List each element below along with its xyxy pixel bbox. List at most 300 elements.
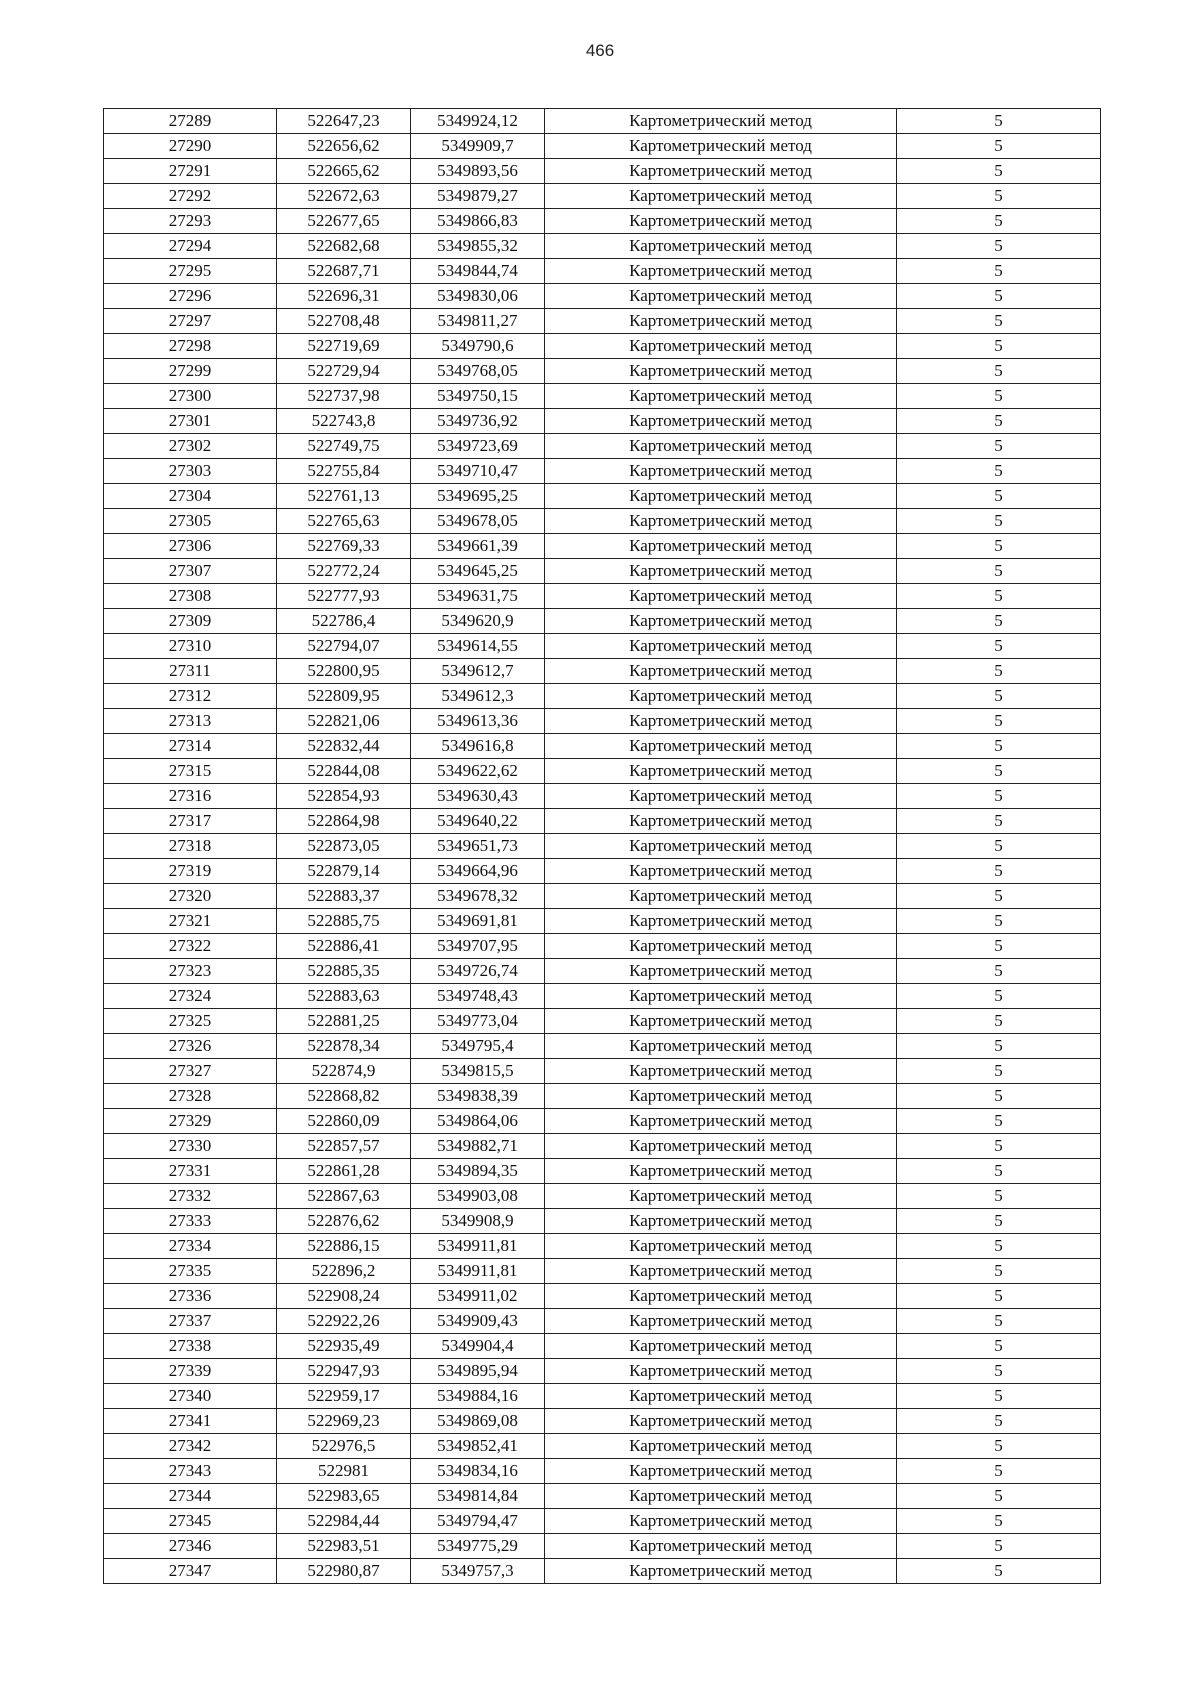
y-coordinate-cell: 5349894,35 <box>411 1159 545 1184</box>
method-cell: Картометрический метод <box>545 1359 897 1384</box>
method-cell: Картометрический метод <box>545 1534 897 1559</box>
x-coordinate-cell: 522885,75 <box>277 909 411 934</box>
point-number-cell: 27294 <box>104 234 277 259</box>
accuracy-cell: 5 <box>897 1284 1101 1309</box>
method-cell: Картометрический метод <box>545 634 897 659</box>
accuracy-cell: 5 <box>897 934 1101 959</box>
y-coordinate-cell: 5349614,55 <box>411 634 545 659</box>
x-coordinate-cell: 522876,62 <box>277 1209 411 1234</box>
method-cell: Картометрический метод <box>545 234 897 259</box>
point-number-cell: 27308 <box>104 584 277 609</box>
table-row <box>104 359 1101 384</box>
x-coordinate-cell: 522761,13 <box>277 484 411 509</box>
point-number-cell: 27345 <box>104 1509 277 1534</box>
x-coordinate-cell: 522672,63 <box>277 184 411 209</box>
table-row <box>104 159 1101 184</box>
point-number-cell: 27315 <box>104 759 277 784</box>
x-coordinate-cell: 522786,4 <box>277 609 411 634</box>
x-coordinate-cell: 522844,08 <box>277 759 411 784</box>
accuracy-cell: 5 <box>897 609 1101 634</box>
accuracy-cell: 5 <box>897 134 1101 159</box>
x-coordinate-cell: 522980,87 <box>277 1559 411 1584</box>
table-row <box>104 584 1101 609</box>
point-number-cell: 27299 <box>104 359 277 384</box>
y-coordinate-cell: 5349723,69 <box>411 434 545 459</box>
x-coordinate-cell: 522879,14 <box>277 859 411 884</box>
accuracy-cell: 5 <box>897 1134 1101 1159</box>
point-number-cell: 27314 <box>104 734 277 759</box>
table-row <box>104 1509 1101 1534</box>
point-number-cell: 27293 <box>104 209 277 234</box>
method-cell: Картометрический метод <box>545 859 897 884</box>
method-cell: Картометрический метод <box>545 734 897 759</box>
accuracy-cell: 5 <box>897 1434 1101 1459</box>
y-coordinate-cell: 5349866,83 <box>411 209 545 234</box>
method-cell: Картометрический метод <box>545 1384 897 1409</box>
accuracy-cell: 5 <box>897 359 1101 384</box>
point-number-cell: 27310 <box>104 634 277 659</box>
table-row <box>104 759 1101 784</box>
y-coordinate-cell: 5349815,5 <box>411 1059 545 1084</box>
point-number-cell: 27336 <box>104 1284 277 1309</box>
method-cell: Картометрический метод <box>545 484 897 509</box>
table-row <box>104 834 1101 859</box>
y-coordinate-cell: 5349911,81 <box>411 1259 545 1284</box>
point-number-cell: 27309 <box>104 609 277 634</box>
point-number-cell: 27321 <box>104 909 277 934</box>
method-cell: Картометрический метод <box>545 409 897 434</box>
method-cell: Картометрический метод <box>545 434 897 459</box>
method-cell: Картометрический метод <box>545 1184 897 1209</box>
x-coordinate-cell: 522687,71 <box>277 259 411 284</box>
table-row <box>104 959 1101 984</box>
table-row <box>104 1334 1101 1359</box>
y-coordinate-cell: 5349844,74 <box>411 259 545 284</box>
accuracy-cell: 5 <box>897 1184 1101 1209</box>
y-coordinate-cell: 5349645,25 <box>411 559 545 584</box>
method-cell: Картометрический метод <box>545 1459 897 1484</box>
method-cell: Картометрический метод <box>545 1509 897 1534</box>
method-cell: Картометрический метод <box>545 309 897 334</box>
y-coordinate-cell: 5349795,4 <box>411 1034 545 1059</box>
y-coordinate-cell: 5349768,05 <box>411 359 545 384</box>
table-row <box>104 1209 1101 1234</box>
accuracy-cell: 5 <box>897 1034 1101 1059</box>
x-coordinate-cell: 522886,41 <box>277 934 411 959</box>
accuracy-cell: 5 <box>897 309 1101 334</box>
coordinates-table <box>103 108 1101 1584</box>
y-coordinate-cell: 5349612,7 <box>411 659 545 684</box>
table-row <box>104 1434 1101 1459</box>
accuracy-cell: 5 <box>897 1509 1101 1534</box>
accuracy-cell: 5 <box>897 884 1101 909</box>
table-row <box>104 1259 1101 1284</box>
method-cell: Картометрический метод <box>545 1084 897 1109</box>
accuracy-cell: 5 <box>897 484 1101 509</box>
coordinates-table-body <box>104 109 1101 1584</box>
accuracy-cell: 5 <box>897 434 1101 459</box>
point-number-cell: 27311 <box>104 659 277 684</box>
point-number-cell: 27347 <box>104 1559 277 1584</box>
accuracy-cell: 5 <box>897 109 1101 134</box>
table-row <box>104 1384 1101 1409</box>
y-coordinate-cell: 5349911,81 <box>411 1234 545 1259</box>
y-coordinate-cell: 5349879,27 <box>411 184 545 209</box>
x-coordinate-cell: 522885,35 <box>277 959 411 984</box>
table-row <box>104 1009 1101 1034</box>
y-coordinate-cell: 5349893,56 <box>411 159 545 184</box>
accuracy-cell: 5 <box>897 1334 1101 1359</box>
x-coordinate-cell: 522981 <box>277 1459 411 1484</box>
method-cell: Картометрический метод <box>545 934 897 959</box>
accuracy-cell: 5 <box>897 1059 1101 1084</box>
y-coordinate-cell: 5349707,95 <box>411 934 545 959</box>
table-row <box>104 1084 1101 1109</box>
table-row <box>104 684 1101 709</box>
x-coordinate-cell: 522765,63 <box>277 509 411 534</box>
point-number-cell: 27343 <box>104 1459 277 1484</box>
table-row <box>104 534 1101 559</box>
method-cell: Картометрический метод <box>545 1059 897 1084</box>
accuracy-cell: 5 <box>897 1084 1101 1109</box>
y-coordinate-cell: 5349904,4 <box>411 1334 545 1359</box>
method-cell: Картометрический метод <box>545 1484 897 1509</box>
x-coordinate-cell: 522886,15 <box>277 1234 411 1259</box>
point-number-cell: 27337 <box>104 1309 277 1334</box>
accuracy-cell: 5 <box>897 159 1101 184</box>
point-number-cell: 27338 <box>104 1334 277 1359</box>
y-coordinate-cell: 5349622,62 <box>411 759 545 784</box>
method-cell: Картометрический метод <box>545 1009 897 1034</box>
y-coordinate-cell: 5349616,8 <box>411 734 545 759</box>
x-coordinate-cell: 522922,26 <box>277 1309 411 1334</box>
table-row <box>104 909 1101 934</box>
x-coordinate-cell: 522737,98 <box>277 384 411 409</box>
point-number-cell: 27320 <box>104 884 277 909</box>
point-number-cell: 27326 <box>104 1034 277 1059</box>
table-row <box>104 1484 1101 1509</box>
table-row <box>104 859 1101 884</box>
point-number-cell: 27300 <box>104 384 277 409</box>
x-coordinate-cell: 522881,25 <box>277 1009 411 1034</box>
point-number-cell: 27335 <box>104 1259 277 1284</box>
x-coordinate-cell: 522883,63 <box>277 984 411 1009</box>
y-coordinate-cell: 5349838,39 <box>411 1084 545 1109</box>
method-cell: Картометрический метод <box>545 609 897 634</box>
point-number-cell: 27303 <box>104 459 277 484</box>
method-cell: Картометрический метод <box>545 884 897 909</box>
y-coordinate-cell: 5349911,02 <box>411 1284 545 1309</box>
point-number-cell: 27313 <box>104 709 277 734</box>
accuracy-cell: 5 <box>897 834 1101 859</box>
y-coordinate-cell: 5349864,06 <box>411 1109 545 1134</box>
point-number-cell: 27333 <box>104 1209 277 1234</box>
method-cell: Картометрический метод <box>545 784 897 809</box>
point-number-cell: 27324 <box>104 984 277 1009</box>
accuracy-cell: 5 <box>897 1009 1101 1034</box>
method-cell: Картометрический метод <box>545 909 897 934</box>
x-coordinate-cell: 522682,68 <box>277 234 411 259</box>
method-cell: Картометрический метод <box>545 459 897 484</box>
x-coordinate-cell: 522864,98 <box>277 809 411 834</box>
y-coordinate-cell: 5349909,7 <box>411 134 545 159</box>
accuracy-cell: 5 <box>897 209 1101 234</box>
x-coordinate-cell: 522947,93 <box>277 1359 411 1384</box>
y-coordinate-cell: 5349750,15 <box>411 384 545 409</box>
table-row <box>104 934 1101 959</box>
method-cell: Картометрический метод <box>545 1034 897 1059</box>
x-coordinate-cell: 522677,65 <box>277 209 411 234</box>
y-coordinate-cell: 5349869,08 <box>411 1409 545 1434</box>
x-coordinate-cell: 522665,62 <box>277 159 411 184</box>
method-cell: Картометрический метод <box>545 209 897 234</box>
x-coordinate-cell: 522769,33 <box>277 534 411 559</box>
table-row <box>104 609 1101 634</box>
y-coordinate-cell: 5349620,9 <box>411 609 545 634</box>
table-row <box>104 1459 1101 1484</box>
y-coordinate-cell: 5349691,81 <box>411 909 545 934</box>
accuracy-cell: 5 <box>897 684 1101 709</box>
point-number-cell: 27301 <box>104 409 277 434</box>
point-number-cell: 27302 <box>104 434 277 459</box>
y-coordinate-cell: 5349695,25 <box>411 484 545 509</box>
table-row <box>104 1284 1101 1309</box>
table-row <box>104 209 1101 234</box>
method-cell: Картометрический метод <box>545 809 897 834</box>
accuracy-cell: 5 <box>897 184 1101 209</box>
x-coordinate-cell: 522749,75 <box>277 434 411 459</box>
point-number-cell: 27322 <box>104 934 277 959</box>
y-coordinate-cell: 5349834,16 <box>411 1459 545 1484</box>
table-row <box>104 109 1101 134</box>
method-cell: Картометрический метод <box>545 109 897 134</box>
y-coordinate-cell: 5349757,3 <box>411 1559 545 1584</box>
method-cell: Картометрический метод <box>545 1334 897 1359</box>
method-cell: Картометрический метод <box>545 1234 897 1259</box>
point-number-cell: 27325 <box>104 1009 277 1034</box>
point-number-cell: 27344 <box>104 1484 277 1509</box>
point-number-cell: 27341 <box>104 1409 277 1434</box>
table-row <box>104 1309 1101 1334</box>
method-cell: Картометрический метод <box>545 1259 897 1284</box>
table-row <box>104 884 1101 909</box>
x-coordinate-cell: 522772,24 <box>277 559 411 584</box>
accuracy-cell: 5 <box>897 534 1101 559</box>
point-number-cell: 27289 <box>104 109 277 134</box>
x-coordinate-cell: 522867,63 <box>277 1184 411 1209</box>
y-coordinate-cell: 5349773,04 <box>411 1009 545 1034</box>
method-cell: Картометрический метод <box>545 334 897 359</box>
accuracy-cell: 5 <box>897 709 1101 734</box>
method-cell: Картометрический метод <box>545 1559 897 1584</box>
accuracy-cell: 5 <box>897 1409 1101 1434</box>
x-coordinate-cell: 522983,51 <box>277 1534 411 1559</box>
point-number-cell: 27296 <box>104 284 277 309</box>
method-cell: Картометрический метод <box>545 384 897 409</box>
point-number-cell: 27327 <box>104 1059 277 1084</box>
y-coordinate-cell: 5349631,75 <box>411 584 545 609</box>
table-row <box>104 284 1101 309</box>
x-coordinate-cell: 522800,95 <box>277 659 411 684</box>
y-coordinate-cell: 5349678,05 <box>411 509 545 534</box>
method-cell: Картометрический метод <box>545 1209 897 1234</box>
y-coordinate-cell: 5349661,39 <box>411 534 545 559</box>
point-number-cell: 27295 <box>104 259 277 284</box>
accuracy-cell: 5 <box>897 409 1101 434</box>
method-cell: Картометрический метод <box>545 759 897 784</box>
x-coordinate-cell: 522874,9 <box>277 1059 411 1084</box>
y-coordinate-cell: 5349814,84 <box>411 1484 545 1509</box>
accuracy-cell: 5 <box>897 1159 1101 1184</box>
y-coordinate-cell: 5349630,43 <box>411 784 545 809</box>
y-coordinate-cell: 5349924,12 <box>411 109 545 134</box>
table-row <box>104 384 1101 409</box>
table-row <box>104 434 1101 459</box>
point-number-cell: 27291 <box>104 159 277 184</box>
method-cell: Картометрический метод <box>545 284 897 309</box>
method-cell: Картометрический метод <box>545 159 897 184</box>
table-row <box>104 459 1101 484</box>
table-row <box>104 984 1101 1009</box>
x-coordinate-cell: 522832,44 <box>277 734 411 759</box>
table-row <box>104 734 1101 759</box>
y-coordinate-cell: 5349710,47 <box>411 459 545 484</box>
y-coordinate-cell: 5349678,32 <box>411 884 545 909</box>
y-coordinate-cell: 5349794,47 <box>411 1509 545 1534</box>
x-coordinate-cell: 522656,62 <box>277 134 411 159</box>
x-coordinate-cell: 522794,07 <box>277 634 411 659</box>
x-coordinate-cell: 522935,49 <box>277 1334 411 1359</box>
x-coordinate-cell: 522976,5 <box>277 1434 411 1459</box>
point-number-cell: 27331 <box>104 1159 277 1184</box>
method-cell: Картометрический метод <box>545 1309 897 1334</box>
accuracy-cell: 5 <box>897 459 1101 484</box>
point-number-cell: 27312 <box>104 684 277 709</box>
y-coordinate-cell: 5349664,96 <box>411 859 545 884</box>
method-cell: Картометрический метод <box>545 1159 897 1184</box>
method-cell: Картометрический метод <box>545 1134 897 1159</box>
x-coordinate-cell: 522743,8 <box>277 409 411 434</box>
accuracy-cell: 5 <box>897 909 1101 934</box>
accuracy-cell: 5 <box>897 659 1101 684</box>
y-coordinate-cell: 5349612,3 <box>411 684 545 709</box>
table-row <box>104 784 1101 809</box>
method-cell: Картометрический метод <box>545 959 897 984</box>
table-row <box>104 1159 1101 1184</box>
table-row <box>104 634 1101 659</box>
x-coordinate-cell: 522854,93 <box>277 784 411 809</box>
method-cell: Картометрический метод <box>545 359 897 384</box>
table-row <box>104 559 1101 584</box>
y-coordinate-cell: 5349811,27 <box>411 309 545 334</box>
accuracy-cell: 5 <box>897 1534 1101 1559</box>
accuracy-cell: 5 <box>897 334 1101 359</box>
method-cell: Картометрический метод <box>545 559 897 584</box>
method-cell: Картометрический метод <box>545 834 897 859</box>
table-row <box>104 134 1101 159</box>
table-row <box>104 1234 1101 1259</box>
method-cell: Картометрический метод <box>545 259 897 284</box>
x-coordinate-cell: 522719,69 <box>277 334 411 359</box>
point-number-cell: 27298 <box>104 334 277 359</box>
point-number-cell: 27334 <box>104 1234 277 1259</box>
accuracy-cell: 5 <box>897 984 1101 1009</box>
y-coordinate-cell: 5349908,9 <box>411 1209 545 1234</box>
x-coordinate-cell: 522984,44 <box>277 1509 411 1534</box>
point-number-cell: 27304 <box>104 484 277 509</box>
point-number-cell: 27340 <box>104 1384 277 1409</box>
table-row <box>104 1134 1101 1159</box>
x-coordinate-cell: 522647,23 <box>277 109 411 134</box>
y-coordinate-cell: 5349613,36 <box>411 709 545 734</box>
y-coordinate-cell: 5349909,43 <box>411 1309 545 1334</box>
point-number-cell: 27317 <box>104 809 277 834</box>
accuracy-cell: 5 <box>897 1484 1101 1509</box>
table-row <box>104 334 1101 359</box>
x-coordinate-cell: 522755,84 <box>277 459 411 484</box>
accuracy-cell: 5 <box>897 759 1101 784</box>
accuracy-cell: 5 <box>897 859 1101 884</box>
x-coordinate-cell: 522857,57 <box>277 1134 411 1159</box>
x-coordinate-cell: 522809,95 <box>277 684 411 709</box>
accuracy-cell: 5 <box>897 784 1101 809</box>
point-number-cell: 27297 <box>104 309 277 334</box>
table-row <box>104 659 1101 684</box>
x-coordinate-cell: 522696,31 <box>277 284 411 309</box>
point-number-cell: 27306 <box>104 534 277 559</box>
x-coordinate-cell: 522821,06 <box>277 709 411 734</box>
accuracy-cell: 5 <box>897 584 1101 609</box>
point-number-cell: 27318 <box>104 834 277 859</box>
method-cell: Картометрический метод <box>545 709 897 734</box>
method-cell: Картометрический метод <box>545 1409 897 1434</box>
accuracy-cell: 5 <box>897 634 1101 659</box>
accuracy-cell: 5 <box>897 259 1101 284</box>
accuracy-cell: 5 <box>897 1359 1101 1384</box>
x-coordinate-cell: 522729,94 <box>277 359 411 384</box>
y-coordinate-cell: 5349895,94 <box>411 1359 545 1384</box>
method-cell: Картометрический метод <box>545 534 897 559</box>
accuracy-cell: 5 <box>897 1234 1101 1259</box>
x-coordinate-cell: 522861,28 <box>277 1159 411 1184</box>
table-row <box>104 1534 1101 1559</box>
x-coordinate-cell: 522959,17 <box>277 1384 411 1409</box>
accuracy-cell: 5 <box>897 1459 1101 1484</box>
table-row <box>104 709 1101 734</box>
point-number-cell: 27346 <box>104 1534 277 1559</box>
accuracy-cell: 5 <box>897 559 1101 584</box>
accuracy-cell: 5 <box>897 234 1101 259</box>
accuracy-cell: 5 <box>897 1209 1101 1234</box>
table-row <box>104 509 1101 534</box>
point-number-cell: 27329 <box>104 1109 277 1134</box>
x-coordinate-cell: 522883,37 <box>277 884 411 909</box>
point-number-cell: 27339 <box>104 1359 277 1384</box>
table-row <box>104 809 1101 834</box>
accuracy-cell: 5 <box>897 1109 1101 1134</box>
x-coordinate-cell: 522860,09 <box>277 1109 411 1134</box>
y-coordinate-cell: 5349903,08 <box>411 1184 545 1209</box>
table-row <box>104 1184 1101 1209</box>
method-cell: Картометрический метод <box>545 509 897 534</box>
point-number-cell: 27330 <box>104 1134 277 1159</box>
method-cell: Картометрический метод <box>545 1434 897 1459</box>
y-coordinate-cell: 5349736,92 <box>411 409 545 434</box>
x-coordinate-cell: 522908,24 <box>277 1284 411 1309</box>
y-coordinate-cell: 5349651,73 <box>411 834 545 859</box>
table-row <box>104 184 1101 209</box>
table-row <box>104 259 1101 284</box>
